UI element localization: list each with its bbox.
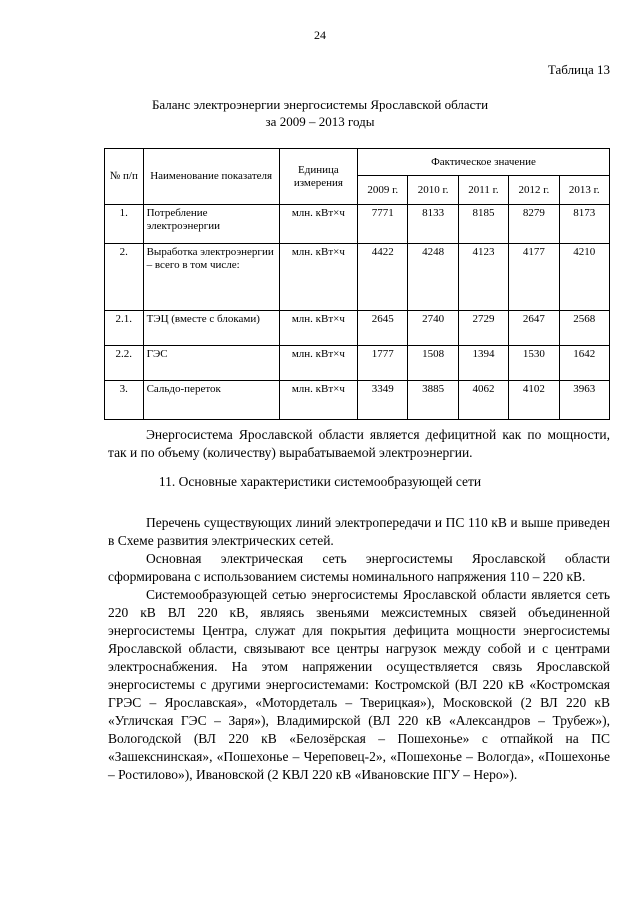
row-value: 1777 — [358, 346, 408, 381]
row-value: 4123 — [458, 244, 508, 311]
body-text — [108, 514, 610, 784]
row-value: 3349 — [358, 381, 408, 420]
row-value: 2645 — [358, 311, 408, 346]
row-unit: млн. кВт×ч — [279, 311, 357, 346]
header-year: 2013 г. — [559, 176, 609, 205]
page-number: 24 — [314, 28, 326, 42]
row-value: 2647 — [509, 311, 559, 346]
header-name: Наименование показателя — [143, 149, 279, 205]
table-row — [105, 381, 610, 420]
row-value: 2568 — [559, 311, 609, 346]
table-title-line2: за 2009 – 2013 годы — [265, 114, 375, 129]
row-name: ТЭЦ (вместе с блоками) — [143, 311, 279, 346]
row-unit: млн. кВт×ч — [279, 346, 357, 381]
row-value: 3885 — [408, 381, 458, 420]
row-value: 2740 — [408, 311, 458, 346]
header-group: Фактическое значение — [358, 149, 610, 176]
row-value: 1394 — [458, 346, 508, 381]
row-unit: млн. кВт×ч — [279, 244, 357, 311]
header-year: 2011 г. — [458, 176, 508, 205]
table-title-line1: Баланс электроэнергии энергосистемы Ярославской области — [151, 97, 489, 112]
row-name: Выработка электроэнергии – всего в том числе: — [143, 244, 279, 311]
header-year: 2012 г. — [509, 176, 559, 205]
row-value: 4248 — [408, 244, 458, 311]
row-value: 3963 — [559, 381, 609, 420]
row-value: 1508 — [408, 346, 458, 381]
row-num: 2.2. — [105, 346, 144, 381]
section-heading: 11. Основные характеристики системообразующей сети — [158, 474, 482, 489]
header-unit: Единица измерения — [279, 149, 357, 205]
table-row — [105, 205, 610, 244]
row-value: 8173 — [559, 205, 609, 244]
row-value: 8133 — [408, 205, 458, 244]
body-paragraph: Системообразующей сетью энергосистемы Ярославской области является сеть 220 кВ ВЛ 220 кВ, являясь звеньями межсистемных связей объединенной энергосистемы Центра, служат для покрытия дефицита мощности энергосистемы Ярославской области, связывают все центры нагрузок между собой и с центрами электроснабжения. На этом напряжении осуществляется связь Ярославской энергосистемы с другими энергосистемами: Костромской (ВЛ 220 кВ «Костромская ГРЭС – Ярославская», «Мотордеталь – Тверицкая»), Московской (2 ВЛ 220 кВ «Угличская ГЭС – Заря»), Владимирской (ВЛ 220 кВ «Александров – Трубеж»), Вологодской (ВЛ 220 кВ «Белозёрская – Пошехонье» с отпайкой на ПС «Зашекснинская», «Пошехонье – Череповец-2», «Пошехонье – Вологда», «Пошехонье – Ростилово»), Ивановской (2 КВЛ 220 кВ «Ивановские ПГУ – Неро»). — [108, 587, 610, 782]
header-num: № п/п — [105, 149, 144, 205]
row-name: ГЭС — [143, 346, 279, 381]
row-value: 4210 — [559, 244, 609, 311]
row-unit: млн. кВт×ч — [279, 205, 357, 244]
row-value: 1642 — [559, 346, 609, 381]
body-paragraph: Перечень существующих линий электропередачи и ПС 110 кВ и выше приведен в Схеме развития электрических сетей. — [108, 515, 610, 548]
summary-paragraph: Энергосистема Ярославской области является дефицитной как по мощности, так и по объему (количеству) вырабатываемой электроэнергии. — [108, 427, 610, 460]
table-title — [0, 96, 640, 130]
row-value: 8279 — [509, 205, 559, 244]
table-row — [105, 244, 610, 311]
row-value: 2729 — [458, 311, 508, 346]
row-unit: млн. кВт×ч — [279, 381, 357, 420]
row-value: 4422 — [358, 244, 408, 311]
body-paragraph: Основная электрическая сеть энергосистемы Ярославской области сформирована с использованием системы номинального напряжения 110 – 220 кВ. — [108, 551, 610, 584]
row-num: 3. — [105, 381, 144, 420]
row-value: 4177 — [509, 244, 559, 311]
row-value: 7771 — [358, 205, 408, 244]
balance-table — [104, 148, 610, 420]
summary-block — [108, 426, 610, 462]
row-name: Потребление электроэнергии — [143, 205, 279, 244]
header-year: 2009 г. — [358, 176, 408, 205]
table-row — [105, 311, 610, 346]
row-num: 1. — [105, 205, 144, 244]
row-num: 2.1. — [105, 311, 144, 346]
table-row — [105, 346, 610, 381]
row-value: 1530 — [509, 346, 559, 381]
row-value: 8185 — [458, 205, 508, 244]
row-value: 4102 — [509, 381, 559, 420]
row-num: 2. — [105, 244, 144, 311]
row-name: Сальдо-переток — [143, 381, 279, 420]
table-label: Таблица 13 — [547, 62, 610, 77]
row-value: 4062 — [458, 381, 508, 420]
header-year: 2010 г. — [408, 176, 458, 205]
